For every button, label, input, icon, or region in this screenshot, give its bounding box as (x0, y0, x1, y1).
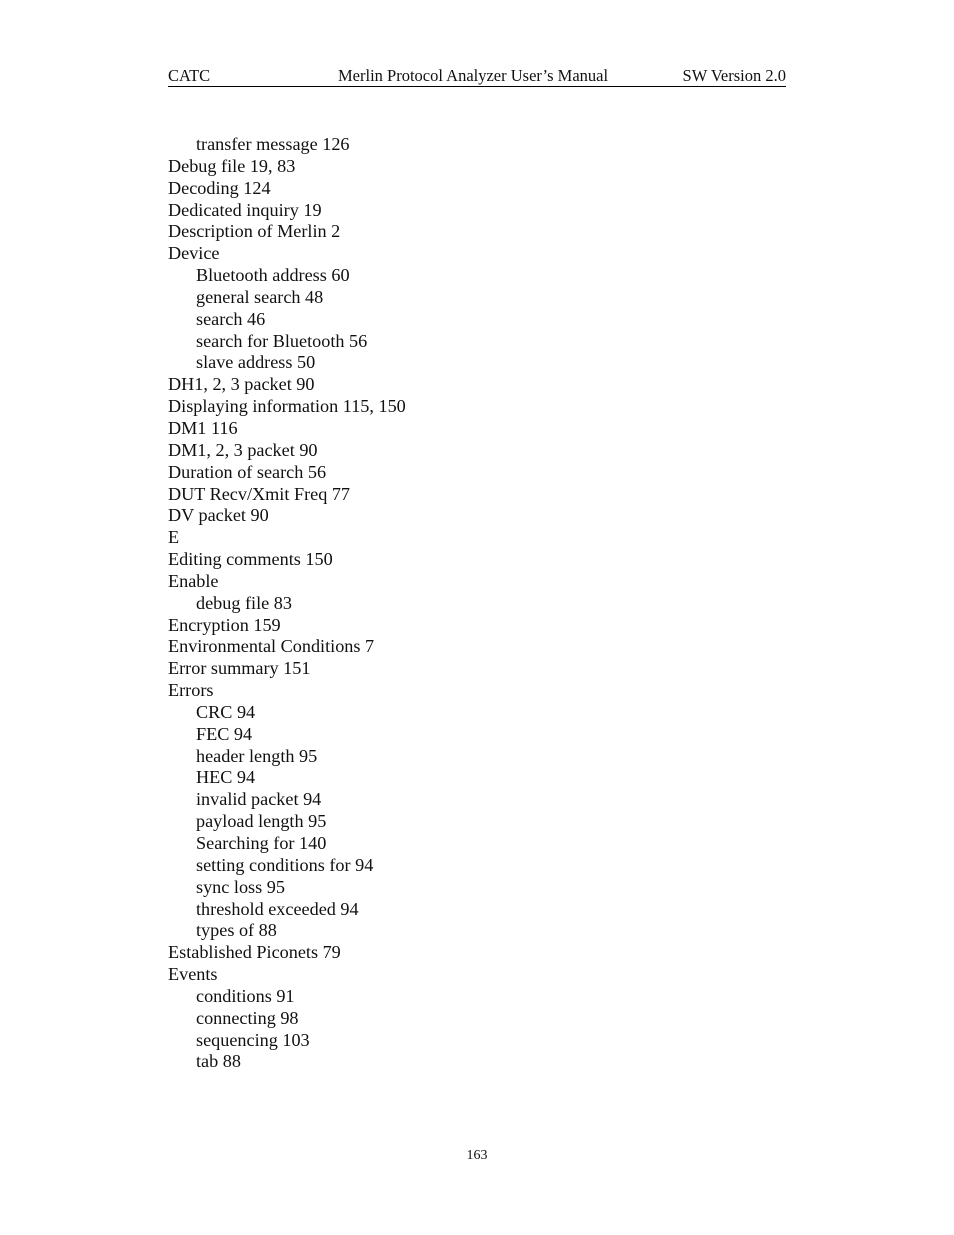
index-entry: E (168, 527, 180, 548)
index-subentry: threshold exceeded 94 (196, 898, 359, 919)
index-subentry: payload length 95 (196, 811, 327, 832)
index-subentry: invalid packet 94 (196, 789, 322, 810)
index-subentry: transfer message 126 (196, 134, 350, 154)
index-subentry: types of 88 (196, 920, 277, 941)
index-subentry: search for Bluetooth 56 (196, 330, 368, 351)
index-subentry: search 46 (196, 308, 266, 329)
index-entry: Error summary 151 (168, 658, 311, 679)
index-entry: Encryption 159 (168, 614, 281, 635)
index-entry: DH1, 2, 3 packet 90 (168, 374, 315, 395)
index-subentry: general search 48 (196, 286, 324, 307)
index-entry: Displaying information 115, 150 (168, 396, 406, 417)
index-entry: DV packet 90 (168, 505, 269, 526)
index-entry: Dedicated inquiry 19 (168, 199, 322, 220)
index-subentry: sync loss 95 (196, 876, 285, 897)
index-entry: DM1, 2, 3 packet 90 (168, 439, 318, 460)
index-subentry: setting conditions for 94 (196, 854, 374, 875)
page-number: 163 (466, 1148, 488, 1163)
index-subentry: connecting 98 (196, 1007, 299, 1028)
index-subentry: debug file 83 (196, 592, 292, 613)
index-list (168, 134, 406, 1073)
index-entry: Editing comments 150 (168, 549, 333, 570)
index-subentry: HEC 94 (196, 767, 256, 788)
index-entry: Errors (168, 680, 214, 701)
header-manual-title: Merlin Protocol Analyzer User’s Manual (338, 66, 609, 85)
index-subentry: slave address 50 (196, 352, 316, 373)
index-subentry: CRC 94 (196, 701, 256, 722)
index-subentry: conditions 91 (196, 985, 295, 1006)
index-entry: Established Piconets 79 (168, 942, 341, 963)
header-company: CATC (168, 66, 211, 85)
index-entry: Events (168, 964, 218, 985)
index-subentry: header length 95 (196, 745, 318, 766)
header-version: SW Version 2.0 (682, 66, 786, 85)
index-entry: Device (168, 243, 220, 264)
index-subentry: FEC 94 (196, 723, 253, 744)
index-subentry: Searching for 140 (196, 833, 327, 853)
index-entry: Description of Merlin 2 (168, 221, 341, 242)
page-header (168, 64, 786, 87)
index-entry: Debug file 19, 83 (168, 155, 296, 176)
index-entry: Decoding 124 (168, 177, 271, 198)
index-subentry: tab 88 (196, 1051, 241, 1072)
index-entry: Duration of search 56 (168, 461, 327, 482)
index-entry: DUT Recv/Xmit Freq 77 (168, 483, 351, 504)
index-entry: DM1 116 (168, 417, 238, 438)
index-entry: Environmental Conditions 7 (168, 636, 375, 657)
index-subentry: sequencing 103 (196, 1029, 310, 1050)
index-subentry: Bluetooth address 60 (196, 265, 350, 286)
index-entry: Enable (168, 570, 219, 591)
